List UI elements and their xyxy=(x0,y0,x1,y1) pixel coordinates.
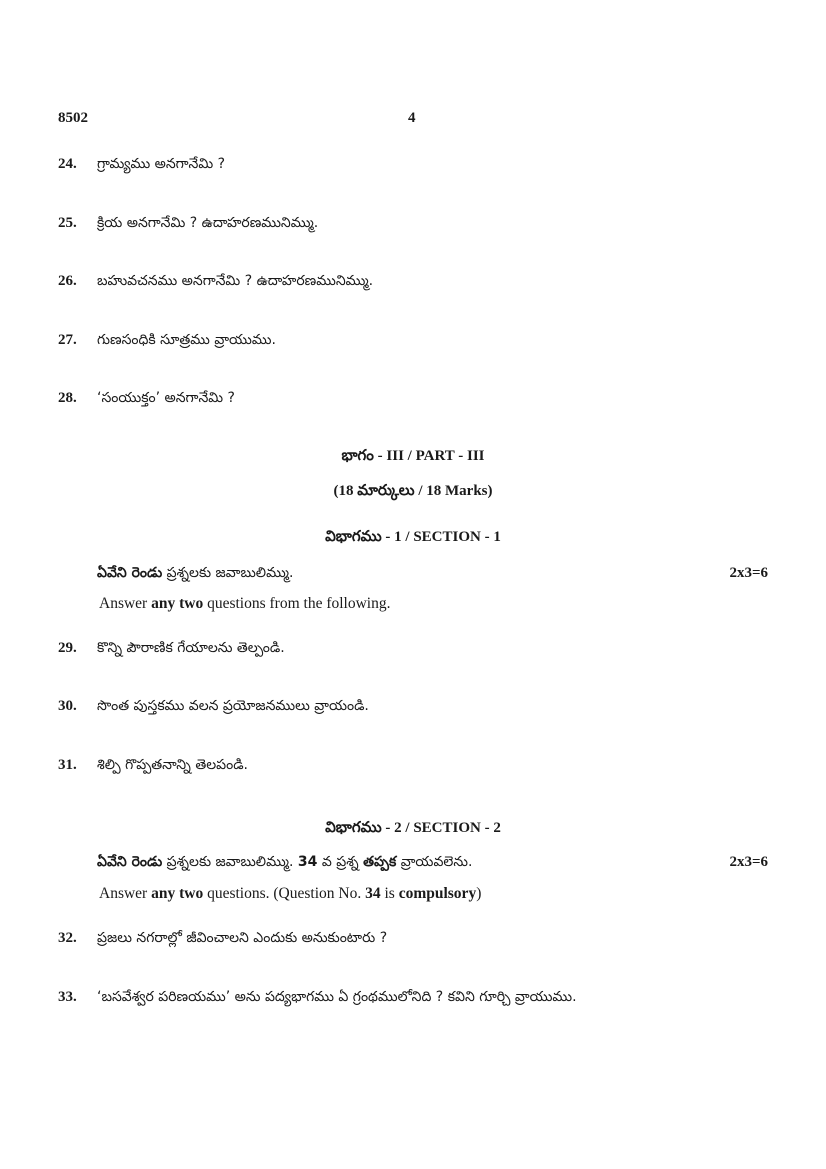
page-number: 4 xyxy=(408,110,416,126)
question-text: ‘బసవేశ్వర పరిణయము’ అను పద్యభాగము ఏ గ్రంథములోనిది ? కవిని గూర్చి వ్రాయుము. xyxy=(97,989,577,1005)
question-text: బహువచనము అనగానేమి ? ఉదాహరణమునిమ్ము. xyxy=(97,273,374,289)
question-text: కొన్ని పౌరాణిక గేయాలను తెల్పండి. xyxy=(97,640,285,656)
section-2-instruction: ఏవేని రెండు ప్రశ్నలకు జవాబులిమ్ము. 34 వ ప్రశ్న తప్పక వ్రాయవలెను. xyxy=(97,854,473,870)
question-number: 31. xyxy=(58,757,77,773)
question-number: 30. xyxy=(58,698,77,714)
question-number: 32. xyxy=(58,930,77,946)
question-number: 26. xyxy=(58,273,77,289)
question-text: గ్రామ్యము అనగానేమి ? xyxy=(97,156,226,172)
section-1-title: విభాగము - 1 / SECTION - 1 xyxy=(325,529,501,545)
section-2-english-instruction: Answer any two questions. (Question No. 34 is compulsory) xyxy=(99,885,482,902)
section-2-marks: 2x3=6 xyxy=(729,854,768,870)
question-number: 25. xyxy=(58,215,77,231)
paper-code: 8502 xyxy=(58,110,88,126)
question-number: 24. xyxy=(58,156,77,172)
section-2-title: విభాగము - 2 / SECTION - 2 xyxy=(325,820,501,836)
question-number: 27. xyxy=(58,332,77,348)
part-title: భాగం - III / PART - III xyxy=(341,448,485,464)
question-text: ‘సంయుక్తం’ అనగానేమి ? xyxy=(97,390,235,406)
question-number: 29. xyxy=(58,640,77,656)
question-text: శిల్పి గొప్పతనాన్ని తెలపండి. xyxy=(97,757,248,773)
question-number: 33. xyxy=(58,989,77,1005)
part-marks: (18 మార్కులు / 18 Marks) xyxy=(333,483,493,499)
question-text: ప్రజలు నగరాల్లో జీవించాలని ఎందుకు అనుకుంటారు ? xyxy=(97,930,388,946)
question-number: 28. xyxy=(58,390,77,406)
question-text: గుణసంధికి సూత్రము వ్రాయుము. xyxy=(97,332,276,348)
section-1-english-instruction: Answer any two questions from the following. xyxy=(99,595,391,612)
section-1-marks: 2x3=6 xyxy=(729,565,768,581)
question-text: సొంత పుస్తకము వలన ప్రయోజనములు వ్రాయండి. xyxy=(97,698,369,714)
question-text: క్రియ అనగానేమి ? ఉదాహరణమునిమ్ము. xyxy=(97,215,319,231)
section-1-instruction: ఏవేని రెండు ప్రశ్నలకు జవాబులిమ్ము. xyxy=(97,565,294,581)
